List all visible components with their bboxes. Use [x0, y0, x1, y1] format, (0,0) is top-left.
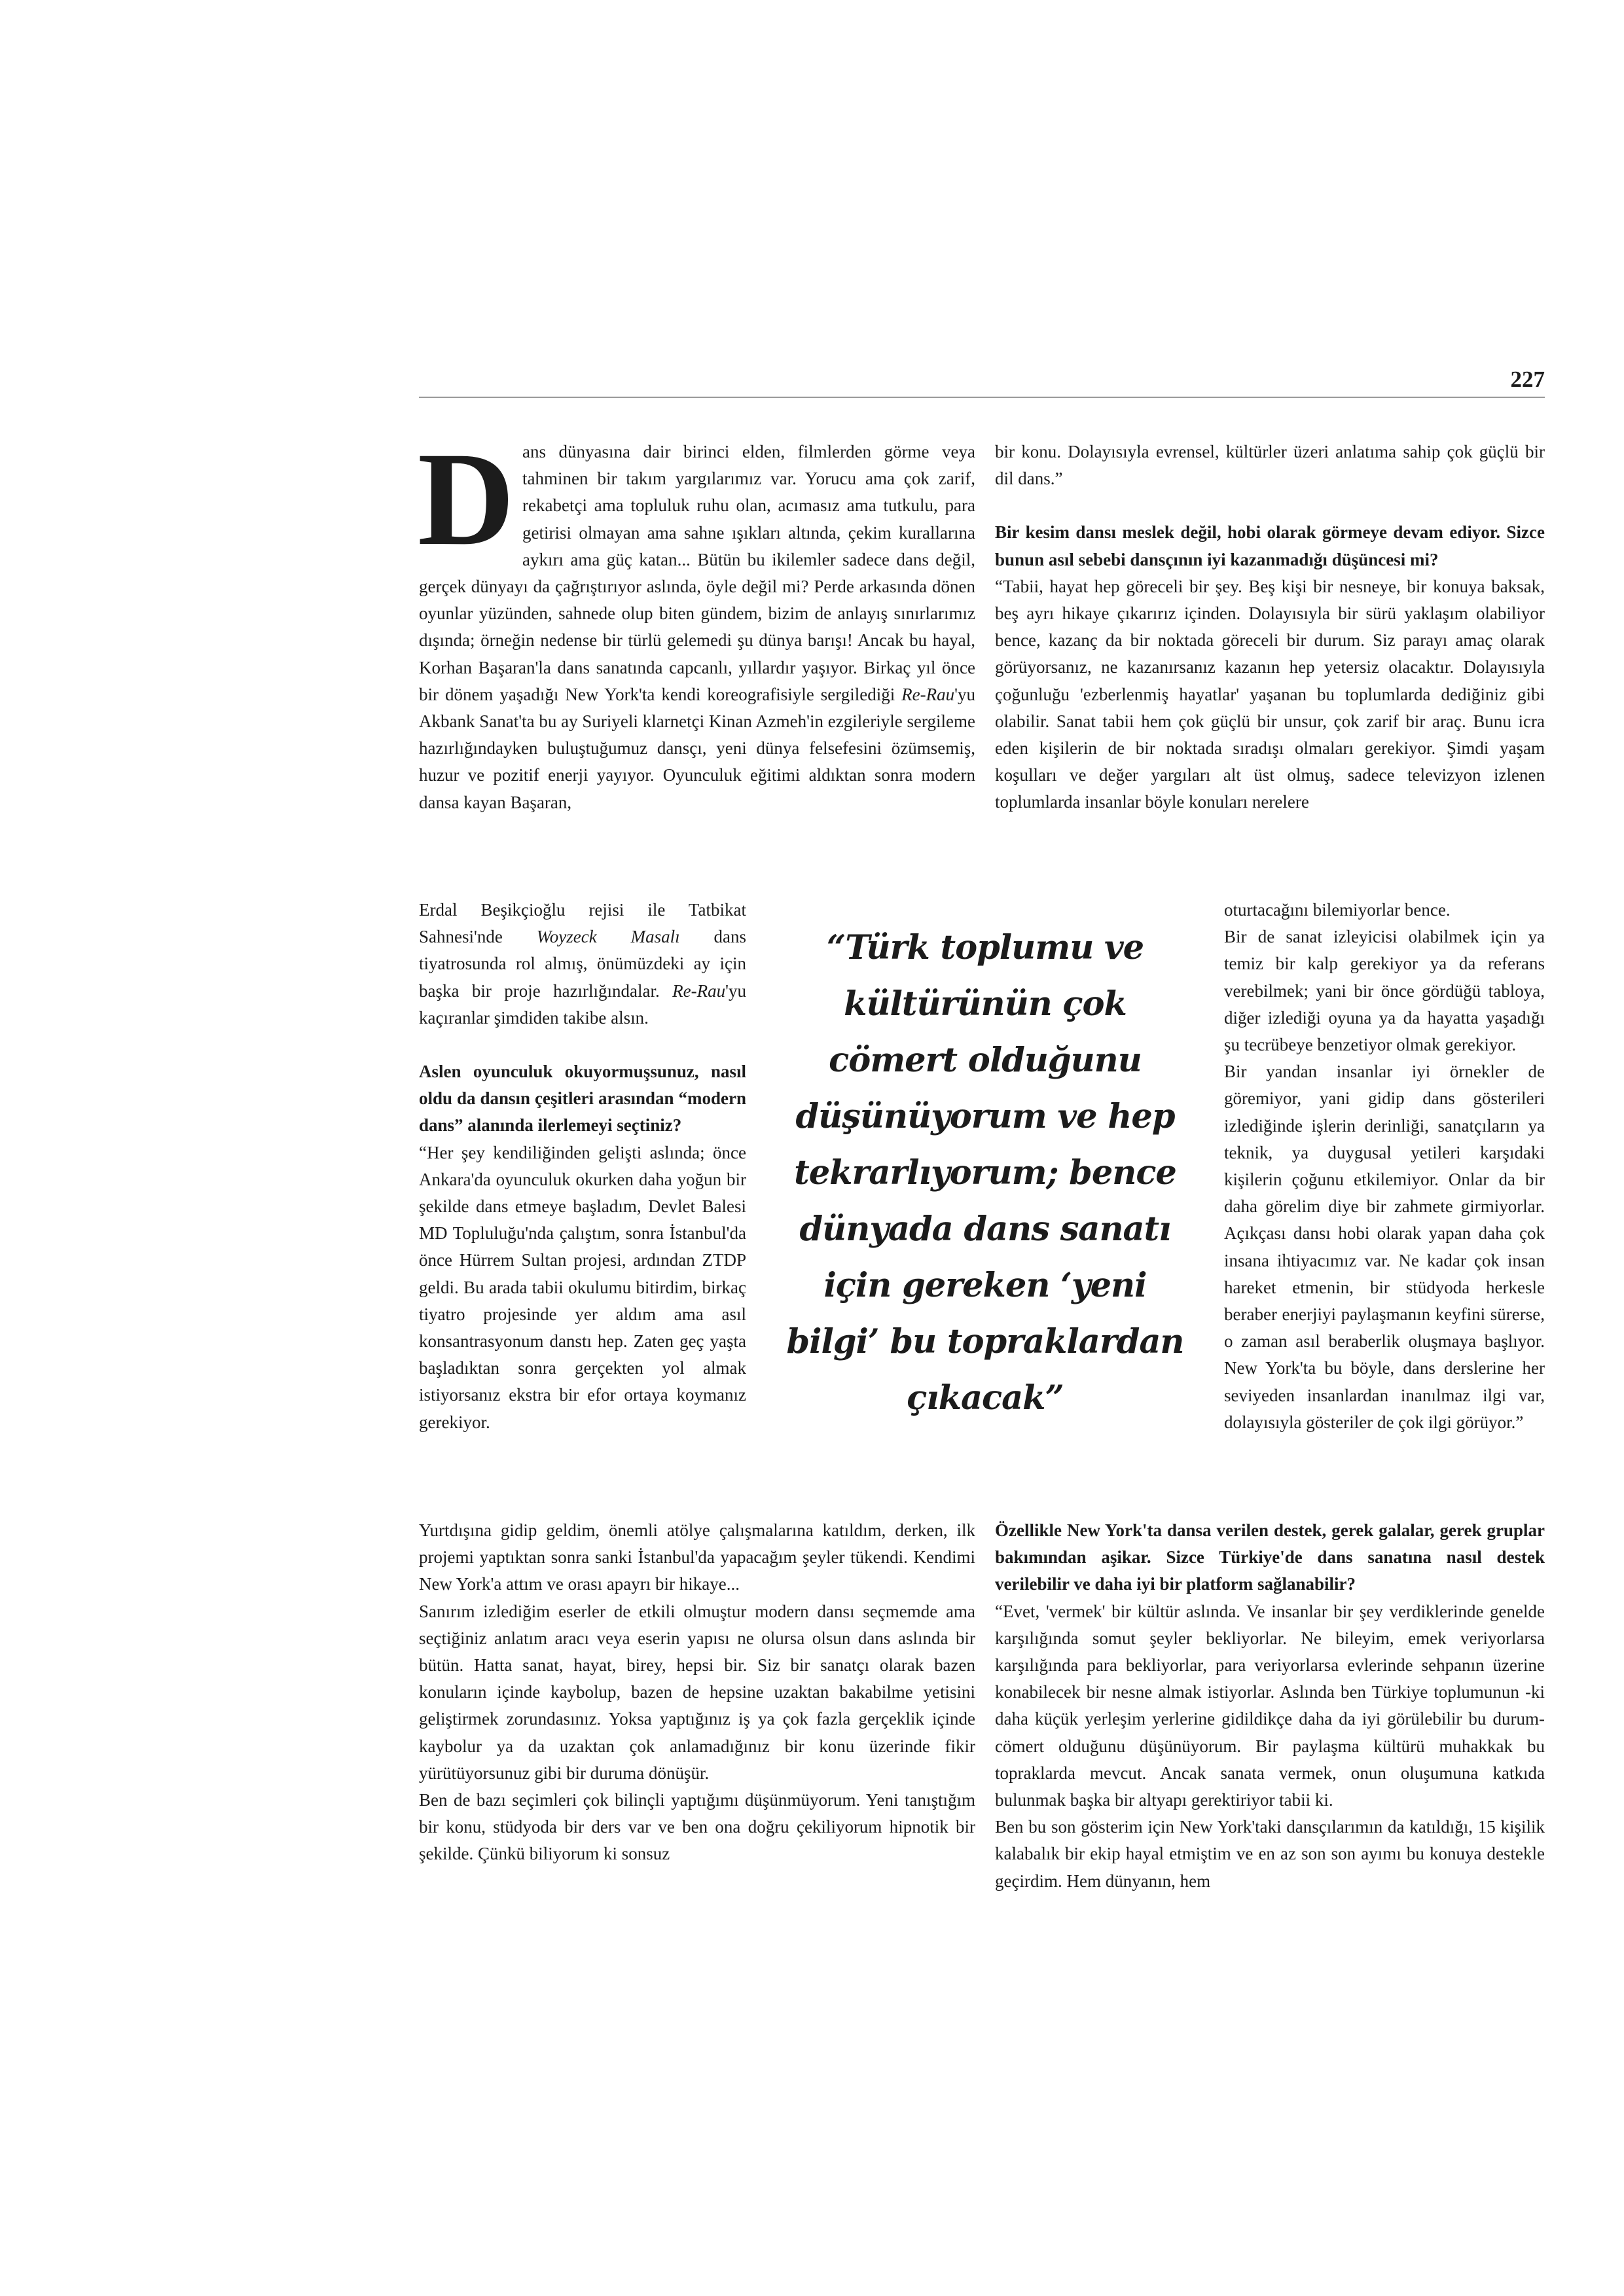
article-bottom-left-column: [419, 1517, 975, 1868]
page-number: 227: [1510, 367, 1545, 392]
answer-2-cont-3: Bir yandan insanlar iyi örnekler de göremiyor, yani gidip dans gösterileri izlediğinde işlerin derinliği, sanatçıların ya teknik, ya duygusal yetileri karşıdaki kişilerin çoğunu etkilemiyor. Onlar da bir daha görelim diye bir zahmete girmiyorlar. Açıkçası dansı hobi olarak yapan daha çok insana ihtiyacımız var. Ne kadar çok insan hareket etmenin, bir stüdyoda herkesle beraber enerjiyi paylaşmanın keyfini sürerse, o zaman asıl beraberlik oluşmaya başlıyor. New York'ta bu böyle, dans derslerine her seviyeden insanlardan inanılmaz ilgi var, dolayısıyla gösteriler de çok ilgi görüyor.”: [1224, 1062, 1545, 1432]
header-rule: [419, 397, 1545, 398]
intro-title-re-rau: Re-Rau: [901, 684, 955, 704]
intro-text-1: ans dünyasına dair birinci elden, filmlerden görme veya tahminen bir takım yargılarımız var. Yorucu ama çok zarif, rekabetçi ama topluluk ruhu olan, acımasız ama tutkulu, para getirisi olmayan ama sahne ışıkları altında, çekim kurallarına aykırı ama güç katan... Bütün bu ikilemler sadece dans değil, gerçek dünyayı da çağrıştırıyor aslında, öyle değil mi? Perde arkasında dönen oyunlar yüzünden, sahnede olup biten gündem, bizim de anlayış sınırlarımız dışında; örneğin nedense bir türlü gelemedi şu dünya barışı! Ancak bu hayal, Korhan Başaran'la dans sanatında capcanlı, yıllardır yaşıyor. Birkaç yıl önce bir dönem yaşadığı New York'ta kendi koreografisiyle sergilediği: [419, 442, 975, 704]
intro-continuation: [419, 897, 746, 1031]
interview-answer-3: “Evet, 'vermek' bir kültür aslında. Ve insanlar bir şey verdiklerinde genelde karşılığında somut şeyler bekliyorlar. Ne bileyim, emek veriyorlarsa karşılığında para bekliyorlar, para veriyorlarsa evlerinde sehpanın üzerine konabilecek bir nesne almak istiyorlar. Aslında ben Türkiye toplumunun -ki daha küçük yerleşim yerlerine gidildikçe daha da iyi görülebilir bu durum- cömert olduğunu düşünüyorum. Bir paylaşma kültürü muhakkak bu topraklarda mevcut. Ancak sanata vermek, onun oluşumuna katkıda bulunmak başka bir altyapı gerektiriyor tabii ki.: [995, 1601, 1545, 1810]
intro-cont-title-re-rau: Re-Rau: [672, 980, 726, 1001]
intro-cont-text-3: 'yu kaçıranlar şimdiden takibe alsın.: [419, 980, 746, 1028]
article-left-column: [418, 425, 975, 816]
article-right-column: [995, 439, 1545, 816]
article-right-narrow-column: [1224, 897, 1545, 1436]
interview-answer-2: “Tabii, hayat hep göreceli bir şey. Beş kişi bir nesneye, bir konuya baksak, beş ayrı hikaye çıkarırız içinden. Dolayısıyla bir sürü yaklaşım olabiliyor bence, kazanç da bir noktada göreceli bir durum. Siz parayı amaç olarak görüyorsanız, ne kazanırsanız kazanın hep yetersiz olacaktır. Dolayısıyla çoğunluğu 'ezberlenmiş hayatlar' yaşanan bu toplumlarda dediğiniz gibi olabilir. Sanat tabii hem çok güçlü bir unsur, çok zarif bir araç. Bunu icra eden kişilerin de bir noktada sıradışı olmaları gerekiyor. Şimdi yaşam koşulları ve değer yargıları alt üst olmuş, sadece televizyon izlenen toplumlarda insanlar böyle konuları nerelere: [995, 576, 1545, 812]
article-left-narrow-column: [419, 897, 746, 1436]
interview-question-3: Özellikle New York'ta dansa verilen destek, gerek galalar, gerek gruplar bakımından aşikar. Sizce Türkiye'de dans sanatına nasıl destek verilebilir ve daha iyi bir platform sağlanabilir?: [995, 1520, 1545, 1594]
answer-1-cont-1: Yurtdışına gidip geldim, önemli atölye çalışmalarına katıldım, derken, ilk projemi yaptıktan sonra sanki İstanbul'da yapacağım şeyler tükendi. Kendimi New York'a attım ve orası apayrı bir hikaye...: [419, 1520, 975, 1594]
answer-2-cont-1: oturtacağını bilemiyorlar bence.: [1224, 900, 1451, 920]
interview-answer-1: “Her şey kendiliğinden gelişti aslında; önce Ankara'da oyunculuk okurken daha yoğun bir şekilde dans etmeye başladım, Devlet Balesi MD Topluluğu'nda çalıştım, sonra İstanbul'da önce Hürrem Sultan projesi, ardından ZTDP geldi. Bu arada tabii okulumu bitirdim, birkaç tiyatro projesinde yer aldım ama asıl konsantrasyonum danstı hep. Zaten geç yaşta başladıktan sonra gerçekten yol almak istiyorsanız ekstra bir efor ortaya koymanız gerekiyor.: [419, 1142, 746, 1432]
interview-answer-3-closing: Ben bu son gösterim için New York'taki dansçılarımın da katıldığı, 15 kişilik kalabalık bir ekip hayal etmiştim ve en az son son ayımı bu konuya destekle geçirdim. Hem dünyanın, hem: [995, 1817, 1545, 1891]
article-bottom-right-column: [995, 1517, 1545, 1895]
interview-question-2: Bir kesim dansı meslek değil, hobi olarak görmeye devam ediyor. Sizce bunun asıl sebebi dansçının iyi kazanmadığı düşüncesi mi?: [995, 522, 1545, 569]
answer-1-cont-3: Ben de bazı seçimleri çok bilinçli yaptığımı düşünmüyorum. Yeni tanıştığım bir konu, stüdyoda bir ders var ve ben ona doğru çekiliyorum hipnotik bir şekilde. Çünkü biliyorum ki sonsuz: [419, 1790, 975, 1864]
answer-1-end: bir konu. Dolayısıyla evrensel, kültürler üzeri anlatıma sahip çok güçlü bir dil dans.”: [995, 442, 1545, 489]
interview-question-1: Aslen oyunculuk okuyormuşsunuz, nasıl oldu da dansın çeşitleri arasından “modern dans” alanında ilerlemeyi seçtiniz?: [419, 1062, 746, 1136]
intro-text-2: 'yu Akbank Sanat'ta bu ay Suriyeli klarnetçi Kinan Azmeh'in ezgileriyle sergileme hazırlığındayken buluştuğumuz dansçı, yeni dünya felsefesini özümsemiş, huzur ve pozitif enerji yayıyor. Oyunculuk eğitimi aldıktan sonra modern dansa kayan Başaran,: [419, 684, 975, 812]
drop-cap: D: [418, 425, 515, 573]
intro-cont-text-2: dans tiyatrosunda rol almış, önümüzdeki ay için başka bir proje hazırlığındalar.: [419, 927, 746, 1001]
answer-2-cont-2: Bir de sanat izleyicisi olabilmek için ya temiz bir kalp gerekiyor ya da referans verebilmek; yani bir önce gördüğü tabloya, diğer izlediği oyuna ya da hayatta yaşadığı şu tecrübeye benzetiyor olmak gerekiyor.: [1224, 927, 1545, 1055]
pull-quote: “Türk toplumu ve kültürünün çok cömert olduğunu düşünüyorum ve hep tekrarlıyorum; bence dünyada dans sanatı için gereken ‘yeni bilgi’ bu topraklardan çıkacak”: [786, 928, 1184, 1418]
intro-cont-text-1: Erdal Beşikçioğlu rejisi ile Tatbikat Sahnesi'nde: [419, 900, 746, 947]
intro-cont-title-woyzeck: Woyzeck Masalı: [536, 927, 680, 947]
answer-1-cont-2: Sanırım izlediğim eserler de etkili olmuştur modern dansı seçmemde ama seçtiğiniz anlatım aracı veya eserin yapısı ne olursa olsun dans aslında bir bütün. Hatta sanat, hayat, birey, hepsi bir. Siz bir sanatçı olarak bazen konuların içinde kaybolup, bazen de hepsine uzaktan bakabilme yetisini geliştirmek zorundasınız. Yoksa yaptığınız iş ya çok fazla gerçeklik içinde kaybolur ya da uzaktan çok anlamadığınız bir konu üzerinde fikir yürütüyorsunuz gibi bir duruma dönüşür.: [419, 1601, 975, 1783]
